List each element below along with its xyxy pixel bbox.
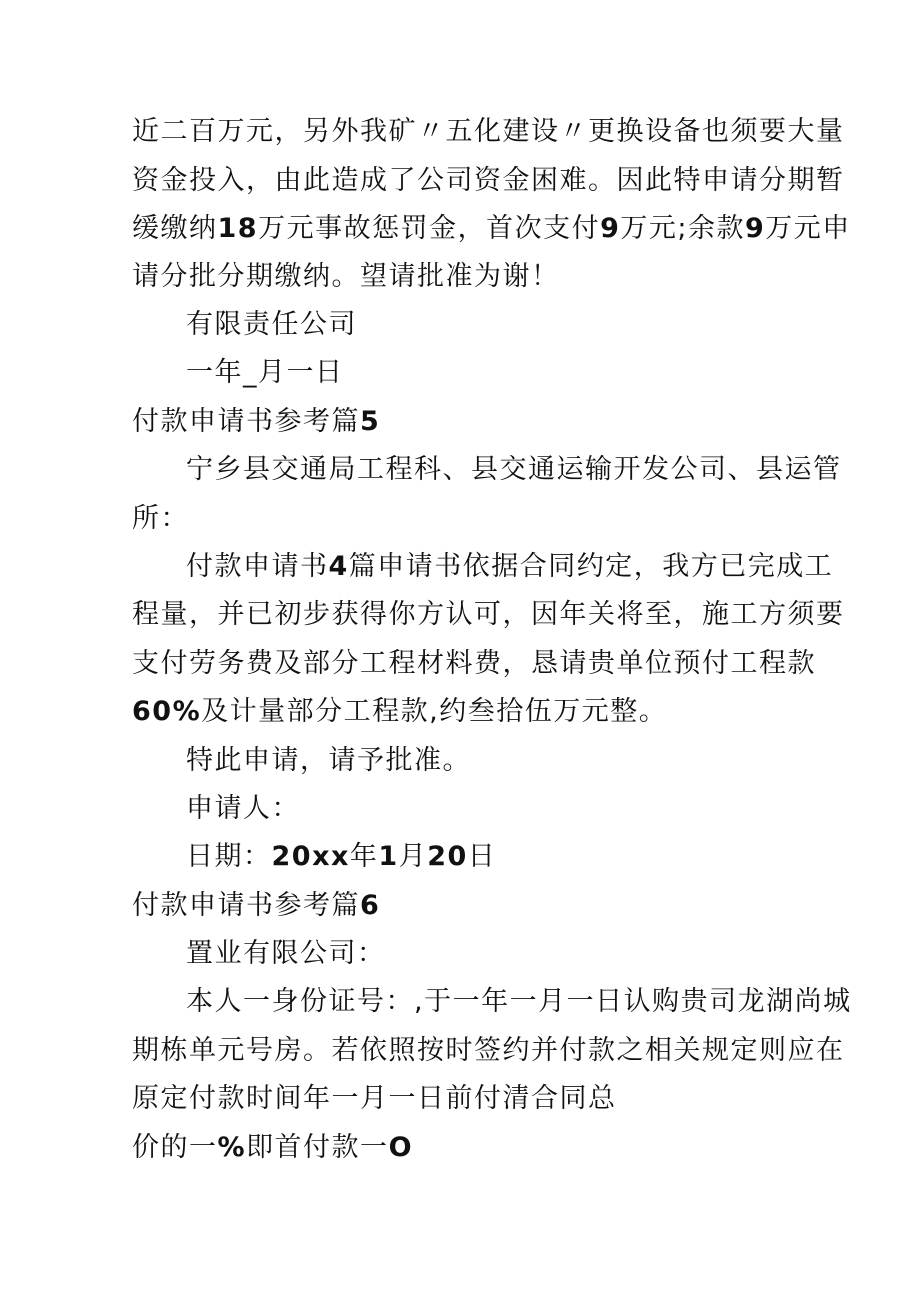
paragraph-line: 付款申请书4篇申请书依据合同约定，我方已完成工 — [186, 551, 834, 582]
paragraph-line: 资金投入，由此造成了公司资金困难。因此特申请分期暂 — [132, 165, 845, 196]
addressee-line: 置业有限公司： — [186, 938, 386, 969]
paragraph-line: 程量，并已初步获得你方认可，因年关将至，施工方须要 — [132, 599, 845, 630]
section-heading: 付款申请书参考篇5 — [132, 406, 381, 437]
paragraph-line: 支付劳务费及部分工程材料费，恳请贵单位预付工程款 — [132, 648, 816, 679]
addressee-line: 宁乡县交通局工程科、县交通运输开发公司、县运管 — [186, 454, 842, 485]
date-line: 日期：20xx年1月20日 — [186, 841, 497, 872]
applicant-label: 申请人： — [186, 793, 300, 824]
paragraph-line: 价的一%即首付款一O — [132, 1132, 414, 1163]
paragraph-line: 缓缴纳18万元事故惩罚金，首次支付9万元;余款9万元申 — [132, 213, 851, 244]
paragraph-line: 本人一身份证号：,于一年一月一日认购贵司龙湖尚城 — [186, 986, 852, 1017]
paragraph-line: 请分批分期缴纳。望请批准为谢！ — [132, 261, 560, 292]
paragraph-line: 近二百万元，另外我矿〃五化建设〃更换设备也须要大量 — [132, 116, 845, 147]
paragraph-line: 期栋单元号房。若依照按时签约并付款之相关规定则应在 — [132, 1035, 845, 1066]
section-heading: 付款申请书参考篇6 — [132, 890, 381, 921]
addressee-line: 所： — [132, 503, 189, 534]
closing-line: 特此申请，请予批准。 — [186, 745, 471, 776]
paragraph-line: 原定付款时间年一月一日前付清合同总 — [132, 1083, 617, 1114]
company-signature: 有限责任公司 — [186, 309, 357, 340]
paragraph-line: 60%及计量部分工程款,约叁拾伍万元整。 — [132, 696, 668, 727]
signature-date: 一年_月一日 — [186, 357, 344, 388]
